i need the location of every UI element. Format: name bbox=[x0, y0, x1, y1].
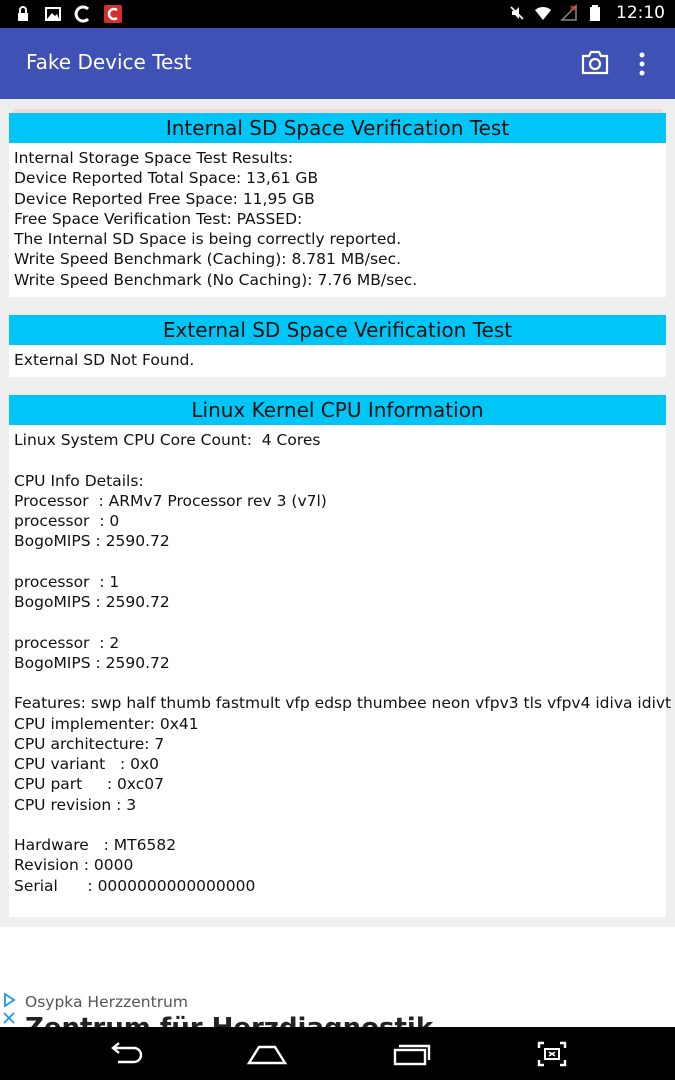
ad-close-icon[interactable] bbox=[2, 1011, 16, 1025]
cpu-info-header: Linux Kernel CPU Information bbox=[9, 395, 666, 425]
image-icon bbox=[44, 5, 62, 23]
status-clock: 12:10 bbox=[616, 3, 665, 23]
no-signal-icon bbox=[560, 4, 578, 22]
internal-sd-panel bbox=[9, 113, 666, 297]
lock-icon bbox=[14, 5, 32, 23]
app-title: Fake Device Test bbox=[26, 50, 192, 74]
nav-bar bbox=[0, 1027, 675, 1080]
mute-icon bbox=[508, 4, 526, 22]
wifi-icon bbox=[534, 4, 552, 22]
battery-icon bbox=[586, 4, 604, 22]
external-sd-panel bbox=[9, 315, 666, 377]
back-icon[interactable] bbox=[106, 1039, 146, 1069]
recents-icon[interactable] bbox=[391, 1039, 431, 1069]
camera-icon[interactable] bbox=[580, 50, 610, 76]
cpu-info-panel bbox=[9, 395, 672, 917]
external-sd-results: External SD Not Found. bbox=[14, 351, 195, 369]
status-icons-left bbox=[14, 5, 122, 23]
home-icon[interactable] bbox=[247, 1039, 287, 1069]
scroll-content[interactable] bbox=[0, 99, 675, 927]
ad-advertiser[interactable]: Osypka Herzzentrum bbox=[25, 993, 188, 1011]
internal-sd-results: Internal Storage Space Test Results: Device Reported Total Space: 13,61 GB Device Reported Free Space: 11,95 GB Free Space Verification Test: PASSED: The Internal SD Space is being correctly reported. Write Speed Benchmark (Caching): 8.781 MB/sec. Write Speed Benchmark (No Caching): 7.76 MB/sec. bbox=[14, 149, 418, 289]
more-vert-icon[interactable] bbox=[630, 49, 654, 79]
ad-banner[interactable] bbox=[0, 927, 675, 1027]
external-sd-header: External SD Space Verification Test bbox=[9, 315, 666, 345]
c-app-icon bbox=[74, 5, 92, 23]
adchoices-icon[interactable] bbox=[2, 993, 16, 1007]
cpu-info-details: Linux System CPU Core Count: 4 Cores CPU Info Details: Processor : ARMv7 Processor rev 3 (v7l) processor : 0 BogoMIPS : 2590.72 processor : 1 BogoMIPS : 2590.72 processor : 2 BogoMIPS : 2590.72 Features: swp half thumb fastmult vfp edsp thumbee neon vfpv3 tls vfpv4 idiva idivt CPU implementer: 0x41 CPU architecture: 7 CPU variant : 0x0 CPU part : 0xc07 CPU revision : 3 Hardware : MT6582 Revision : 0000 Serial : 0000000000000000 bbox=[14, 431, 672, 895]
app-bar bbox=[0, 28, 675, 99]
status-icons-right bbox=[508, 3, 665, 23]
status-bar bbox=[0, 0, 675, 28]
screenshot-icon[interactable] bbox=[532, 1039, 572, 1069]
internal-sd-header: Internal SD Space Verification Test bbox=[9, 113, 666, 143]
c-red-app-icon bbox=[104, 5, 122, 23]
